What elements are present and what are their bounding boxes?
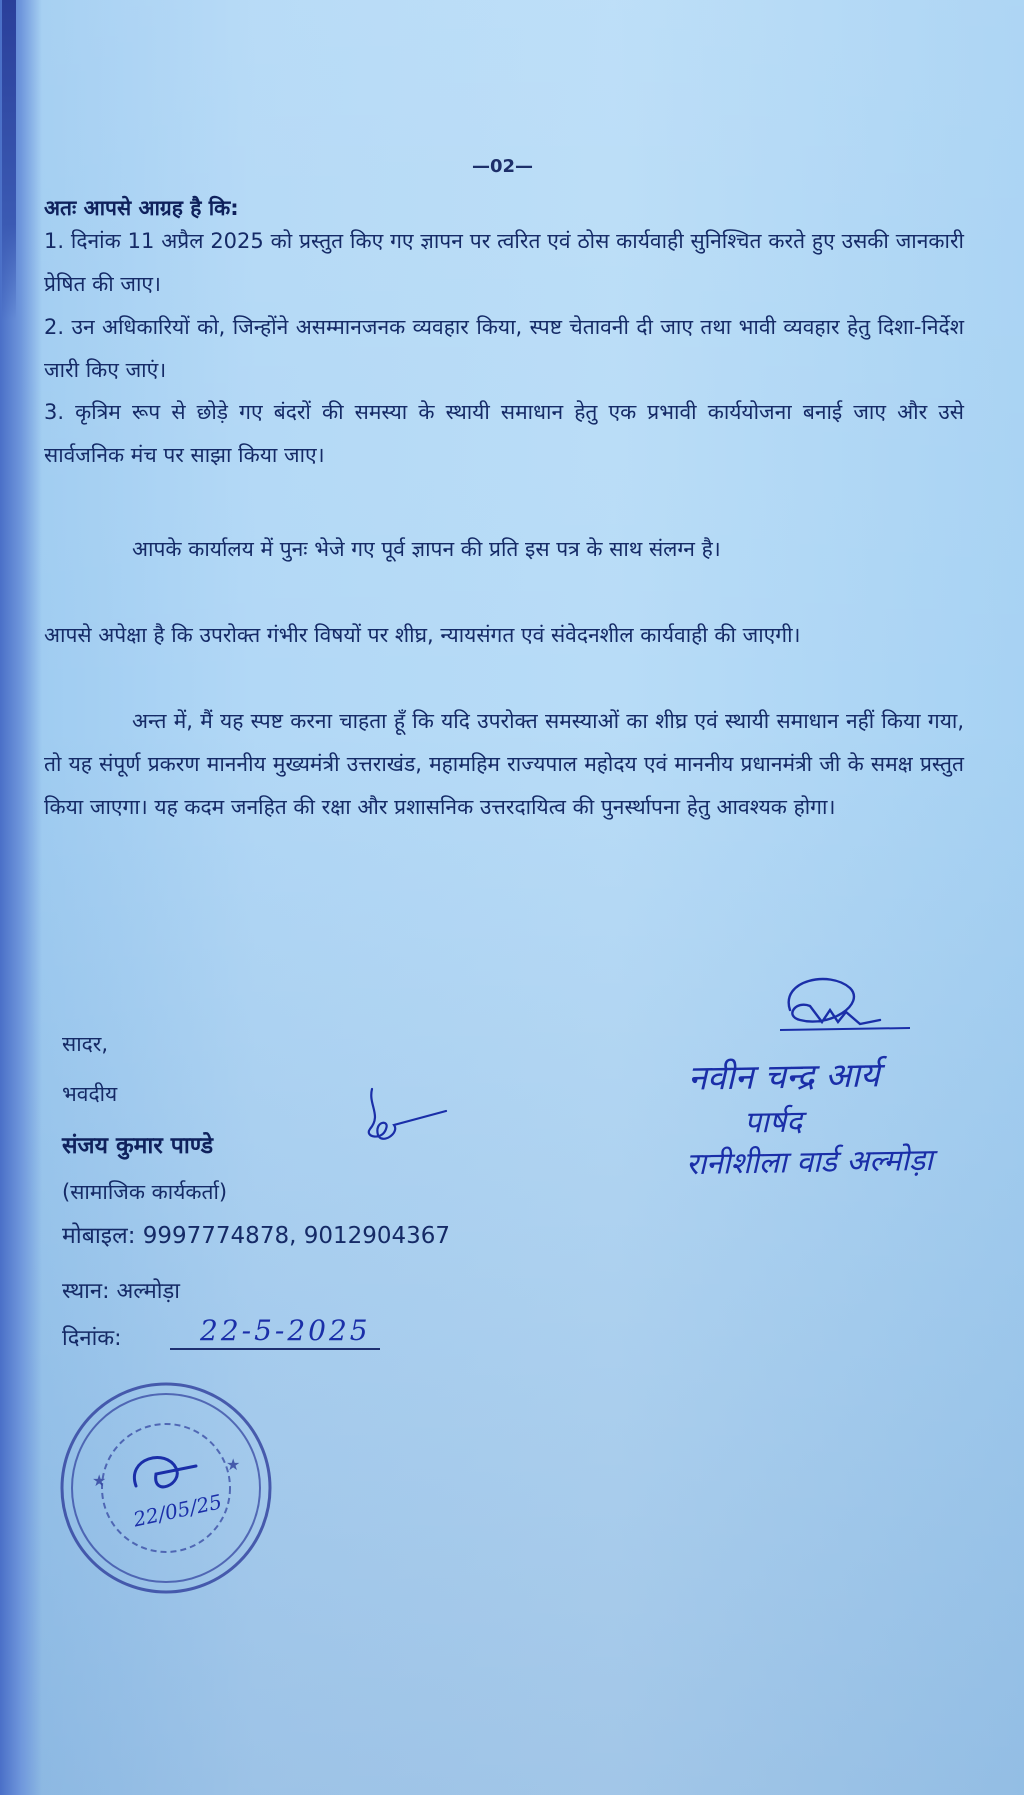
councillor-name: नवीन चन्द्र आर्य [687, 1055, 881, 1099]
sender-role: (सामाजिक कार्यकर्ता) [62, 1180, 228, 1204]
expectation-paragraph: आपसे अपेक्षा है कि उपरोक्त गंभीर विषयों पर शीघ्र, न्यायसंगत एवं संवेदनशील कार्यवाही की जाएगी। [44, 623, 801, 647]
handwritten-date: 22-5-2025 [200, 1314, 371, 1347]
attachment-note: आपके कार्यालय में पुनः भेजे गए पूर्व ज्ञापन की प्रति इस पत्र के साथ संलग्न है। [132, 537, 721, 561]
closing-yours: भवदीय [62, 1082, 118, 1106]
sender-name: संजय कुमार पाण्डे [62, 1133, 214, 1159]
svg-text:★: ★ [226, 1455, 241, 1474]
councillor-title: पार्षद [743, 1104, 803, 1141]
closing-salutation: सादर, [62, 1032, 109, 1056]
svg-text:★: ★ [92, 1471, 107, 1490]
request-item-1: 1. दिनांक 11 अप्रैल 2025 को प्रस्तुत किए गए ज्ञापन पर त्वरित एवं ठोस कार्यवाही सुनिश्चित करते हुए उसकी जानकारी प्रेषित की जाए। [44, 229, 964, 296]
date-underline [170, 1348, 380, 1350]
request-item-3: 3. कृत्रिम रूप से छोड़े गए बंदरों की समस्या के स्थायी समाधान हेतु एक प्रभावी कार्ययोजना बनाई जाए और उसे सार्वजनिक मंच पर साझा किया जाए। [44, 400, 964, 467]
request-heading: अतः आपसे आग्रह है कि: [44, 196, 239, 220]
request-item-2: 2. उन अधिकारियों को, जिन्होंने असम्मानजनक व्यवहार किया, स्पष्ट चेतावनी दी जाए तथा भावी व्यवहार हेतु दिशा-निर्देश जारी किए जाएं। [44, 315, 964, 382]
page-number: —02— [472, 156, 534, 177]
councillor-ward: रानीशीला वार्ड अल्मोड़ा [685, 1142, 934, 1183]
sender-place: स्थान: अल्मोड़ा [62, 1279, 180, 1304]
sender-signature-icon [360, 1085, 450, 1155]
page-edge-shadow [0, 0, 42, 1795]
date-label: दिनांक: [62, 1326, 122, 1351]
official-seal-icon [56, 1378, 276, 1598]
sender-mobile: मोबाइल: 9997774878, 9012904367 [62, 1223, 451, 1249]
councillor-signature-icon [770, 970, 920, 1050]
stamp-date: 22/05/25 [131, 1489, 225, 1532]
final-paragraph: अन्त में, मैं यह स्पष्ट करना चाहता हूँ कि यदि उपरोक्त समस्याओं का शीघ्र एवं स्थायी समाधान नहीं किया गया, तो यह संपूर्ण प्रकरण माननीय मुख्यमंत्री उत्तराखंड, महामहिम राज्यपाल महोदय एवं माननीय प्रधानमंत्री जी के समक्ष प्रस्तुत किया जाएगा। यह कदम जनहित की रक्षा और प्रशासनिक उत्तरदायित्व की पुनर्स्थापना हेतु आवश्यक होगा। [44, 709, 964, 819]
